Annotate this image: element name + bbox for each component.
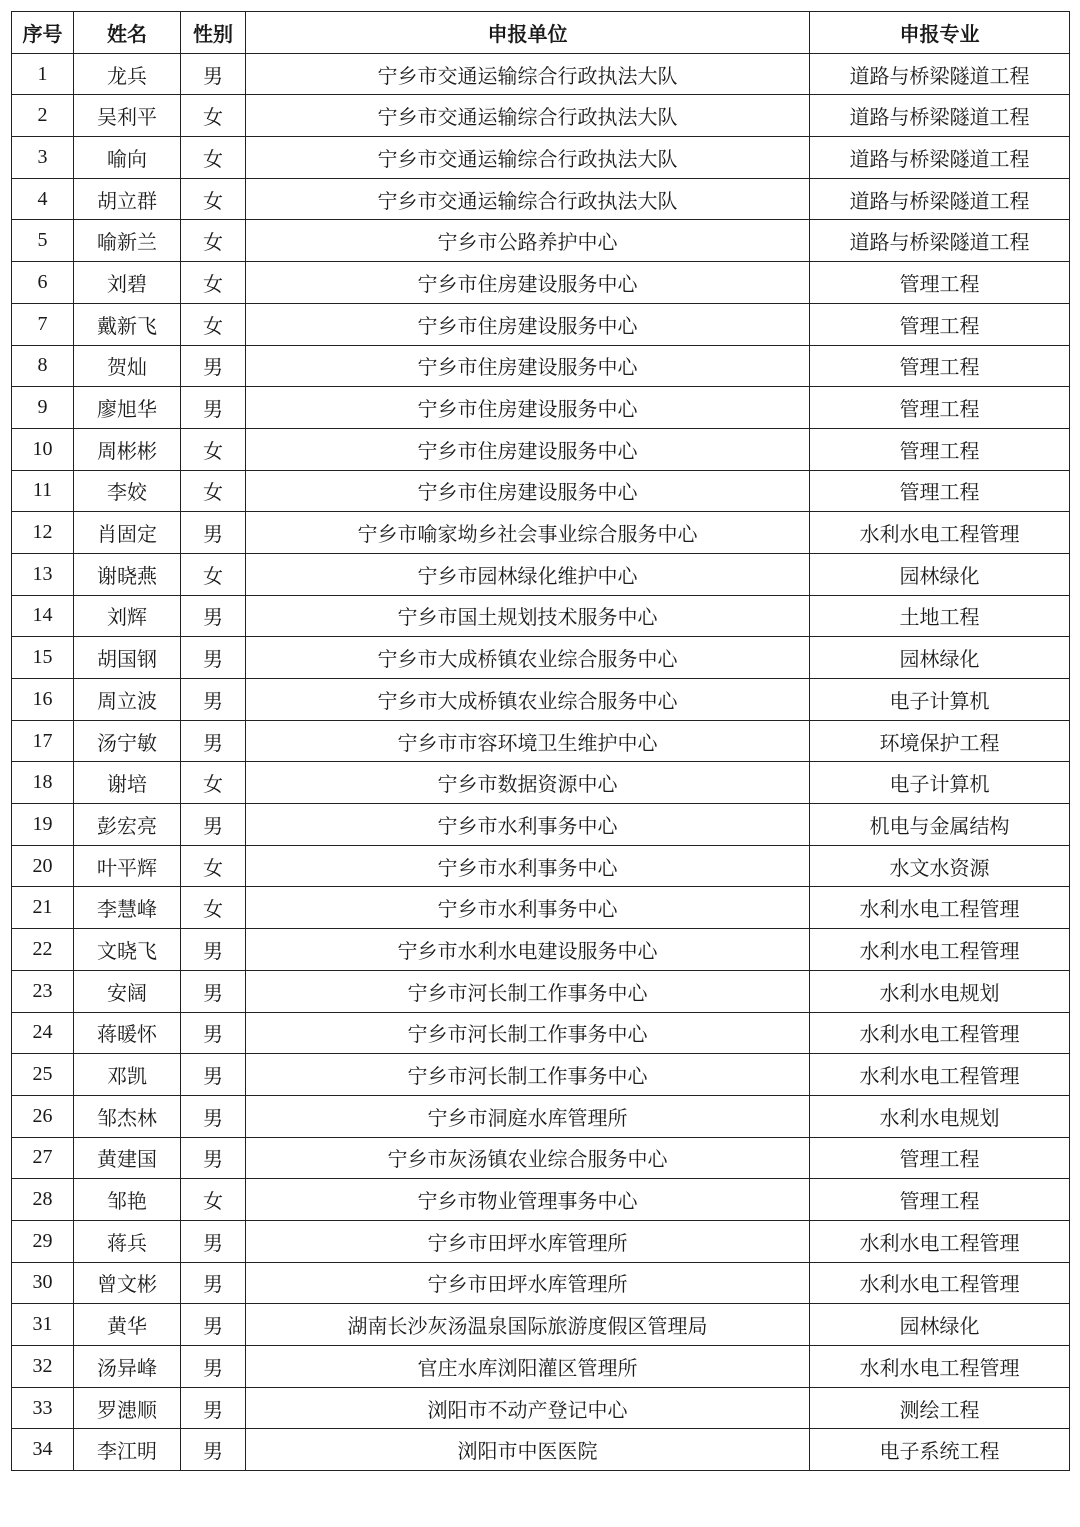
table-row (12, 1054, 1070, 1096)
cell-specialty: 环境保护工程 (810, 720, 1070, 762)
cell-name: 汤宁敏 (74, 720, 181, 762)
cell-gender: 男 (181, 637, 246, 679)
cell-specialty: 管理工程 (810, 1137, 1070, 1179)
cell-name: 文晓飞 (74, 929, 181, 971)
cell-specialty: 管理工程 (810, 1179, 1070, 1221)
cell-gender: 男 (181, 929, 246, 971)
cell-specialty: 园林绿化 (810, 637, 1070, 679)
cell-gender: 男 (181, 387, 246, 429)
table-row (12, 178, 1070, 220)
cell-gender: 女 (181, 553, 246, 595)
table-row (12, 679, 1070, 721)
table-row (12, 970, 1070, 1012)
table-row (12, 220, 1070, 262)
cell-serial: 28 (12, 1179, 74, 1221)
header-unit: 申报单位 (246, 12, 810, 54)
table-row (12, 53, 1070, 95)
table-row (12, 1179, 1070, 1221)
cell-specialty: 测绘工程 (810, 1387, 1070, 1429)
cell-specialty: 水文水资源 (810, 845, 1070, 887)
cell-unit: 宁乡市水利事务中心 (246, 804, 810, 846)
cell-unit: 宁乡市大成桥镇农业综合服务中心 (246, 637, 810, 679)
cell-unit: 宁乡市水利水电建设服务中心 (246, 929, 810, 971)
cell-name: 曾文彬 (74, 1262, 181, 1304)
cell-unit: 宁乡市田坪水库管理所 (246, 1262, 810, 1304)
cell-serial: 18 (12, 762, 74, 804)
table-row (12, 804, 1070, 846)
cell-unit: 宁乡市喻家坳乡社会事业综合服务中心 (246, 512, 810, 554)
header-gender: 性别 (181, 12, 246, 54)
cell-serial: 30 (12, 1262, 74, 1304)
cell-serial: 14 (12, 595, 74, 637)
cell-specialty: 园林绿化 (810, 553, 1070, 595)
table-row (12, 470, 1070, 512)
cell-name: 李江明 (74, 1429, 181, 1471)
cell-name: 胡立群 (74, 178, 181, 220)
cell-specialty: 电子计算机 (810, 679, 1070, 721)
table-row (12, 137, 1070, 179)
cell-name: 贺灿 (74, 345, 181, 387)
table-row (12, 1387, 1070, 1429)
cell-unit: 宁乡市数据资源中心 (246, 762, 810, 804)
cell-unit: 宁乡市河长制工作事务中心 (246, 970, 810, 1012)
cell-gender: 女 (181, 178, 246, 220)
cell-name: 吴利平 (74, 95, 181, 137)
cell-unit: 宁乡市洞庭水库管理所 (246, 1095, 810, 1137)
cell-specialty: 土地工程 (810, 595, 1070, 637)
cell-unit: 宁乡市公路养护中心 (246, 220, 810, 262)
cell-name: 邹艳 (74, 1179, 181, 1221)
cell-unit: 宁乡市交通运输综合行政执法大队 (246, 178, 810, 220)
cell-name: 谢培 (74, 762, 181, 804)
cell-specialty: 水利水电工程管理 (810, 1346, 1070, 1388)
table-row (12, 595, 1070, 637)
table-row (12, 553, 1070, 595)
cell-name: 邹杰林 (74, 1095, 181, 1137)
cell-gender: 男 (181, 1220, 246, 1262)
cell-gender: 男 (181, 53, 246, 95)
cell-name: 周立波 (74, 679, 181, 721)
header-name: 姓名 (74, 12, 181, 54)
cell-gender: 女 (181, 95, 246, 137)
table-row (12, 303, 1070, 345)
cell-unit: 宁乡市国土规划技术服务中心 (246, 595, 810, 637)
header-specialty: 申报专业 (810, 12, 1070, 54)
table-row (12, 428, 1070, 470)
cell-gender: 男 (181, 1054, 246, 1096)
cell-name: 周彬彬 (74, 428, 181, 470)
table-row (12, 1012, 1070, 1054)
cell-specialty: 机电与金属结构 (810, 804, 1070, 846)
cell-unit: 宁乡市市容环境卫生维护中心 (246, 720, 810, 762)
cell-unit: 宁乡市大成桥镇农业综合服务中心 (246, 679, 810, 721)
cell-serial: 27 (12, 1137, 74, 1179)
cell-name: 龙兵 (74, 53, 181, 95)
cell-serial: 8 (12, 345, 74, 387)
cell-serial: 29 (12, 1220, 74, 1262)
cell-name: 喻新兰 (74, 220, 181, 262)
cell-unit: 宁乡市住房建设服务中心 (246, 428, 810, 470)
cell-serial: 7 (12, 303, 74, 345)
cell-gender: 男 (181, 1012, 246, 1054)
table-body (12, 53, 1070, 1470)
cell-name: 刘辉 (74, 595, 181, 637)
cell-name: 安阔 (74, 970, 181, 1012)
cell-name: 谢晓燕 (74, 553, 181, 595)
cell-gender: 女 (181, 303, 246, 345)
cell-unit: 浏阳市不动产登记中心 (246, 1387, 810, 1429)
cell-serial: 3 (12, 137, 74, 179)
cell-unit: 宁乡市水利事务中心 (246, 887, 810, 929)
table-row (12, 95, 1070, 137)
cell-serial: 34 (12, 1429, 74, 1471)
table-row (12, 1304, 1070, 1346)
cell-specialty: 道路与桥梁隧道工程 (810, 53, 1070, 95)
cell-name: 胡国钢 (74, 637, 181, 679)
cell-name: 李慧峰 (74, 887, 181, 929)
cell-gender: 男 (181, 1387, 246, 1429)
cell-unit: 浏阳市中医医院 (246, 1429, 810, 1471)
cell-gender: 女 (181, 845, 246, 887)
cell-specialty: 管理工程 (810, 387, 1070, 429)
cell-gender: 女 (181, 262, 246, 304)
cell-serial: 15 (12, 637, 74, 679)
cell-serial: 2 (12, 95, 74, 137)
cell-name: 肖固定 (74, 512, 181, 554)
table-row (12, 262, 1070, 304)
cell-gender: 男 (181, 1429, 246, 1471)
cell-specialty: 水利水电工程管理 (810, 1012, 1070, 1054)
cell-name: 汤异峰 (74, 1346, 181, 1388)
cell-gender: 男 (181, 679, 246, 721)
cell-serial: 22 (12, 929, 74, 971)
cell-serial: 11 (12, 470, 74, 512)
cell-gender: 女 (181, 762, 246, 804)
table-row (12, 845, 1070, 887)
cell-specialty: 管理工程 (810, 262, 1070, 304)
table-row (12, 1137, 1070, 1179)
cell-name: 刘碧 (74, 262, 181, 304)
cell-specialty: 水利水电规划 (810, 970, 1070, 1012)
cell-specialty: 管理工程 (810, 345, 1070, 387)
cell-unit: 宁乡市灰汤镇农业综合服务中心 (246, 1137, 810, 1179)
cell-specialty: 道路与桥梁隧道工程 (810, 137, 1070, 179)
table-row (12, 929, 1070, 971)
cell-gender: 男 (181, 595, 246, 637)
cell-unit: 宁乡市住房建设服务中心 (246, 262, 810, 304)
cell-unit: 官庄水库浏阳灌区管理所 (246, 1346, 810, 1388)
cell-unit: 宁乡市住房建设服务中心 (246, 470, 810, 512)
cell-serial: 12 (12, 512, 74, 554)
cell-serial: 32 (12, 1346, 74, 1388)
cell-gender: 男 (181, 345, 246, 387)
table-row (12, 512, 1070, 554)
header-serial: 序号 (12, 12, 74, 54)
cell-serial: 13 (12, 553, 74, 595)
cell-unit: 宁乡市住房建设服务中心 (246, 303, 810, 345)
cell-serial: 25 (12, 1054, 74, 1096)
table-row (12, 1095, 1070, 1137)
cell-serial: 16 (12, 679, 74, 721)
cell-specialty: 道路与桥梁隧道工程 (810, 95, 1070, 137)
cell-specialty: 管理工程 (810, 428, 1070, 470)
cell-name: 蒋暖怀 (74, 1012, 181, 1054)
cell-serial: 10 (12, 428, 74, 470)
cell-name: 叶平辉 (74, 845, 181, 887)
cell-gender: 男 (181, 1346, 246, 1388)
cell-name: 戴新飞 (74, 303, 181, 345)
cell-gender: 女 (181, 1179, 246, 1221)
cell-unit: 宁乡市交通运输综合行政执法大队 (246, 137, 810, 179)
cell-gender: 男 (181, 512, 246, 554)
cell-specialty: 水利水电工程管理 (810, 1220, 1070, 1262)
cell-name: 喻向 (74, 137, 181, 179)
cell-gender: 女 (181, 887, 246, 929)
cell-specialty: 管理工程 (810, 470, 1070, 512)
cell-name: 蒋兵 (74, 1220, 181, 1262)
table-row (12, 887, 1070, 929)
cell-specialty: 电子计算机 (810, 762, 1070, 804)
cell-gender: 男 (181, 1095, 246, 1137)
cell-serial: 23 (12, 970, 74, 1012)
table-row (12, 762, 1070, 804)
header-row (12, 12, 1070, 54)
cell-serial: 24 (12, 1012, 74, 1054)
cell-name: 邓凯 (74, 1054, 181, 1096)
cell-serial: 5 (12, 220, 74, 262)
table-row (12, 345, 1070, 387)
table-row (12, 387, 1070, 429)
cell-specialty: 水利水电工程管理 (810, 1054, 1070, 1096)
cell-specialty: 水利水电工程管理 (810, 1262, 1070, 1304)
cell-serial: 19 (12, 804, 74, 846)
cell-gender: 男 (181, 1137, 246, 1179)
cell-gender: 男 (181, 804, 246, 846)
cell-serial: 33 (12, 1387, 74, 1429)
cell-serial: 21 (12, 887, 74, 929)
cell-specialty: 园林绿化 (810, 1304, 1070, 1346)
cell-name: 彭宏亮 (74, 804, 181, 846)
cell-unit: 宁乡市住房建设服务中心 (246, 345, 810, 387)
cell-name: 李姣 (74, 470, 181, 512)
cell-unit: 宁乡市住房建设服务中心 (246, 387, 810, 429)
cell-gender: 女 (181, 428, 246, 470)
table-row (12, 637, 1070, 679)
cell-unit: 湖南长沙灰汤温泉国际旅游度假区管理局 (246, 1304, 810, 1346)
table-row (12, 1262, 1070, 1304)
cell-gender: 女 (181, 137, 246, 179)
cell-unit: 宁乡市水利事务中心 (246, 845, 810, 887)
cell-gender: 男 (181, 970, 246, 1012)
cell-name: 廖旭华 (74, 387, 181, 429)
cell-serial: 4 (12, 178, 74, 220)
cell-specialty: 水利水电规划 (810, 1095, 1070, 1137)
cell-specialty: 管理工程 (810, 303, 1070, 345)
cell-serial: 20 (12, 845, 74, 887)
table-row (12, 1346, 1070, 1388)
cell-gender: 男 (181, 1262, 246, 1304)
cell-specialty: 水利水电工程管理 (810, 929, 1070, 971)
cell-specialty: 水利水电工程管理 (810, 512, 1070, 554)
cell-serial: 31 (12, 1304, 74, 1346)
cell-specialty: 道路与桥梁隧道工程 (810, 178, 1070, 220)
cell-serial: 9 (12, 387, 74, 429)
cell-specialty: 水利水电工程管理 (810, 887, 1070, 929)
cell-gender: 男 (181, 720, 246, 762)
cell-unit: 宁乡市物业管理事务中心 (246, 1179, 810, 1221)
cell-specialty: 道路与桥梁隧道工程 (810, 220, 1070, 262)
cell-specialty: 电子系统工程 (810, 1429, 1070, 1471)
cell-gender: 女 (181, 470, 246, 512)
cell-unit: 宁乡市园林绿化维护中心 (246, 553, 810, 595)
cell-name: 罗漶顺 (74, 1387, 181, 1429)
cell-name: 黄建国 (74, 1137, 181, 1179)
cell-serial: 6 (12, 262, 74, 304)
table-row (12, 720, 1070, 762)
roster-table (11, 11, 1070, 1471)
table-row (12, 1220, 1070, 1262)
cell-gender: 男 (181, 1304, 246, 1346)
cell-serial: 17 (12, 720, 74, 762)
cell-unit: 宁乡市交通运输综合行政执法大队 (246, 53, 810, 95)
cell-serial: 1 (12, 53, 74, 95)
cell-serial: 26 (12, 1095, 74, 1137)
cell-unit: 宁乡市交通运输综合行政执法大队 (246, 95, 810, 137)
cell-gender: 女 (181, 220, 246, 262)
cell-unit: 宁乡市河长制工作事务中心 (246, 1054, 810, 1096)
cell-name: 黄华 (74, 1304, 181, 1346)
cell-unit: 宁乡市田坪水库管理所 (246, 1220, 810, 1262)
table-row (12, 1429, 1070, 1471)
cell-unit: 宁乡市河长制工作事务中心 (246, 1012, 810, 1054)
